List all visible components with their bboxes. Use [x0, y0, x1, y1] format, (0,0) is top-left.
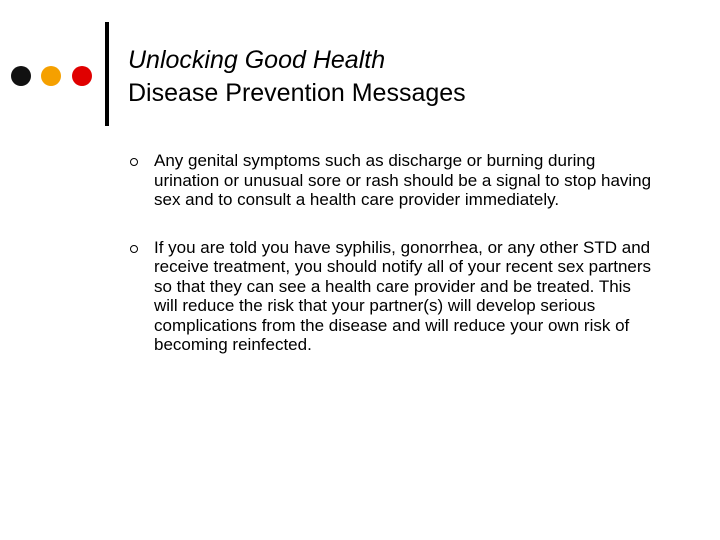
title-line-1: Unlocking Good Health — [128, 46, 386, 74]
red-dot-icon — [72, 66, 92, 86]
title-line-2: Disease Prevention Messages — [128, 79, 466, 107]
decorative-dots — [11, 66, 95, 86]
bullet-text: If you are told you have syphilis, gonorrhea, or any other STD and receive treatment, you should notify all of your recent sex partners so that they can see a health care provider and be treated. This will reduce the risk that your partner(s) will develop serious complications from the disease and will reduce your own risk of becoming reinfected. — [154, 237, 652, 354]
bullet-list — [130, 151, 660, 383]
hollow-circle-bullet-icon — [130, 158, 138, 166]
orange-dot-icon — [41, 66, 61, 86]
title-divider — [105, 22, 109, 126]
bullet-item-notify-partners — [130, 238, 660, 355]
black-dot-icon — [11, 66, 31, 86]
bullet-text: Any genital symptoms such as discharge or burning during urination or unusual sore or rash should be a signal to stop having sex and to consult a health care provider immediately. — [154, 151, 652, 209]
slide-title — [128, 44, 466, 110]
bullet-item-symptoms — [130, 151, 660, 210]
hollow-circle-bullet-icon — [130, 245, 138, 253]
